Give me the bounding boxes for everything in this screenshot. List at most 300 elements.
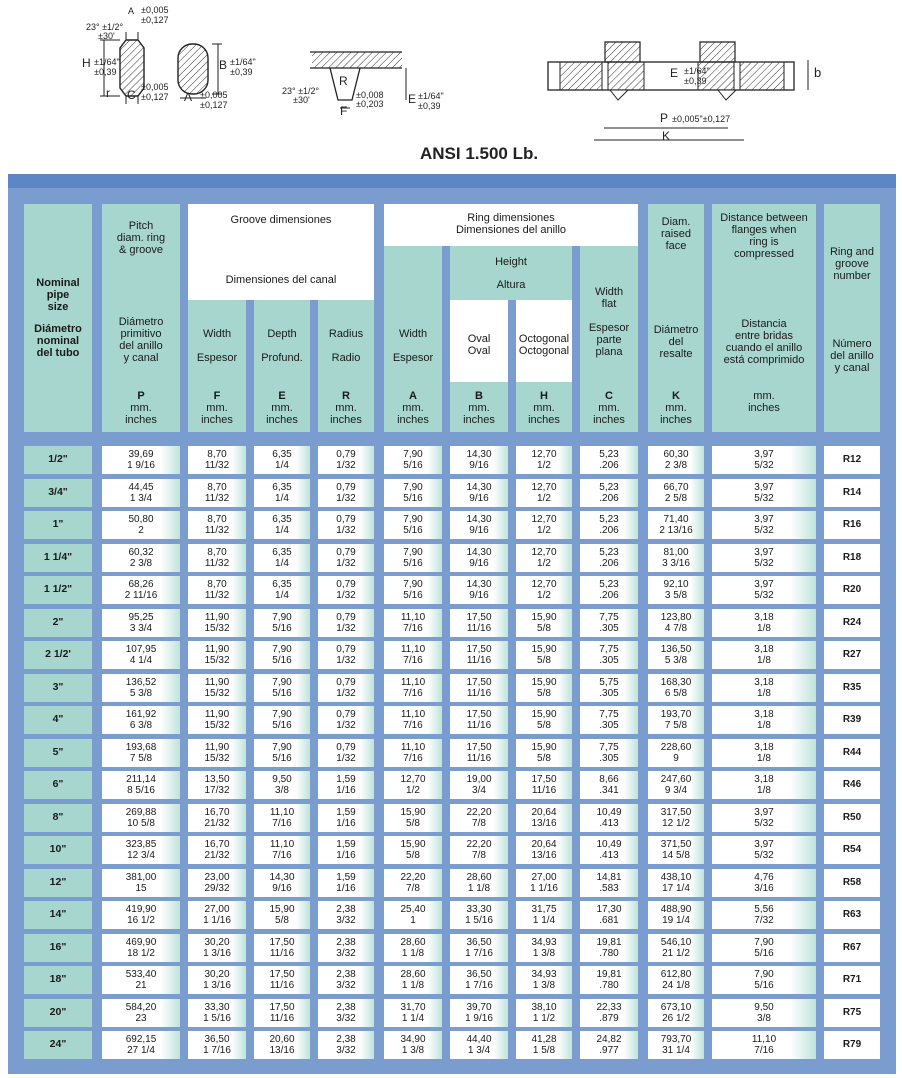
value-mm: 36,50 (466, 936, 492, 948)
row-value (450, 674, 508, 702)
row-value (516, 966, 572, 994)
value-mm: 17,50 (466, 709, 492, 720)
row-value (580, 1031, 638, 1059)
value-inches: .305 (599, 720, 619, 731)
value-inches: 1/32 (336, 460, 356, 471)
value-mm: 9,50 (272, 774, 292, 785)
header-ring-number: Ring and groove number Número del anillo y canal (824, 204, 880, 432)
value-mm: 15,90 (531, 709, 557, 720)
value-mm: 228,60 (660, 741, 692, 753)
row-value (254, 771, 310, 799)
row-value (254, 706, 310, 734)
row-value (384, 966, 442, 994)
value-mm: 7,90 (272, 709, 292, 720)
row-value (580, 479, 638, 507)
row-value (450, 479, 508, 507)
value-mm: 11,90 (204, 644, 230, 655)
value-mm: 12,70 (531, 514, 557, 525)
row-value (580, 966, 638, 994)
row-ring-number: R79 (824, 1031, 880, 1059)
value-inches: 2 3/8 (664, 460, 688, 471)
row-value (450, 544, 508, 572)
value-inches: 7 5/8 (129, 752, 153, 764)
value-inches: 11/32 (204, 525, 230, 536)
row-value (712, 999, 816, 1027)
value-mm: 20,60 (269, 1034, 295, 1045)
value-mm: 11,10 (400, 644, 426, 655)
value-inches: 13/16 (531, 817, 557, 829)
row-value (318, 706, 374, 734)
value-inches: 5/32 (754, 590, 774, 601)
value-mm: 12,70 (531, 449, 557, 460)
value-mm: 5,23 (599, 579, 619, 590)
row-value (102, 641, 180, 669)
value-mm: 269,88 (125, 806, 157, 818)
value-inches: 5/16 (403, 492, 423, 504)
value-mm: 30,20 (204, 969, 230, 980)
row-value (384, 641, 442, 669)
value-inches: 1 1/16 (530, 882, 558, 894)
row-value (102, 511, 180, 539)
value-mm: 7,90 (403, 514, 423, 525)
units-label: R (342, 390, 350, 402)
table-row (24, 706, 880, 734)
value-mm: 12,70 (531, 546, 557, 558)
value-inches: 1 1/4 (401, 1012, 425, 1024)
row-value (516, 609, 572, 637)
value-mm: 1,59 (336, 774, 356, 785)
value-mm: 0,79 (336, 514, 356, 525)
row-value (450, 1031, 508, 1059)
value-mm: 12,70 (531, 579, 557, 590)
value-inches: 2 3/8 (129, 557, 153, 569)
value-mm: 33,30 (204, 1001, 230, 1013)
header-height: Height Altura (450, 246, 572, 300)
value-mm: 14,30 (466, 449, 492, 460)
value-mm: 41,28 (531, 1034, 557, 1045)
units-label: inches (201, 414, 233, 426)
value-mm: 27,00 (531, 871, 557, 883)
header-groove-en: Groove dimensiones (230, 214, 332, 226)
value-inches: 5/16 (272, 720, 292, 731)
table-row (24, 869, 880, 897)
value-inches: .681 (599, 915, 619, 926)
value-mm: 11,90 (204, 611, 230, 623)
row-size: 1 1/4" (24, 544, 92, 572)
value-inches: 1 3/16 (203, 947, 231, 959)
value-inches: 1/8 (757, 687, 771, 699)
row-value (188, 446, 246, 474)
value-inches: 17 1/4 (662, 882, 690, 894)
label-c: C (127, 88, 136, 102)
value-inches: 15/32 (204, 752, 230, 764)
value-mm: 7,90 (403, 481, 423, 493)
header-width-flat: Width flat Espesor parte plana (580, 246, 638, 382)
value-inches: 5/16 (403, 557, 423, 569)
value-mm: 81,00 (663, 546, 689, 558)
value-inches: 1/16 (336, 850, 356, 861)
row-value (384, 934, 442, 962)
value-mm: 3,18 (754, 644, 774, 655)
value-inches: 1/32 (336, 720, 356, 731)
value-mm: 11,10 (751, 1034, 777, 1045)
row-value (254, 836, 310, 864)
header-groove (188, 204, 374, 300)
value-inches: 7/16 (403, 720, 423, 731)
value-mm: 17,50 (466, 741, 492, 753)
row-value (254, 901, 310, 929)
row-value (450, 966, 508, 994)
value-mm: 34,90 (400, 1034, 426, 1045)
value-inches: 9 3/4 (664, 785, 688, 796)
row-value (102, 771, 180, 799)
row-value (318, 966, 374, 994)
value-inches: .206 (599, 492, 619, 504)
row-value (712, 479, 816, 507)
value-inches: 1 5/8 (532, 1045, 556, 1056)
row-value (516, 1031, 572, 1059)
row-ring-number: R46 (824, 771, 880, 799)
table-row (24, 966, 880, 994)
row-value (648, 609, 704, 637)
value-inches: 5/8 (537, 622, 551, 634)
value-mm: 3,97 (754, 839, 774, 850)
row-value (318, 999, 374, 1027)
value-mm: 7,90 (754, 936, 774, 948)
row-value (254, 966, 310, 994)
row-value (516, 869, 572, 897)
row-value (580, 609, 638, 637)
row-value (450, 771, 508, 799)
value-mm: 323,85 (125, 839, 157, 850)
value-mm: 28,60 (400, 969, 426, 980)
value-inches: 5/8 (537, 720, 551, 731)
value-inches: .879 (599, 1012, 619, 1024)
value-mm: 10,49 (596, 839, 622, 850)
header-groove-width: Width Espesor (188, 300, 246, 382)
value-inches: 7/8 (472, 850, 486, 861)
value-inches: 5/16 (272, 752, 292, 764)
row-value (648, 446, 704, 474)
value-inches: 1 1/8 (401, 980, 425, 991)
value-inches: 1/2 (406, 785, 420, 796)
label-angle2: ±30' (98, 31, 115, 41)
value-mm: 19,00 (466, 774, 492, 785)
value-inches: 1 (410, 915, 416, 926)
row-value (580, 576, 638, 604)
value-inches: 7/32 (754, 915, 774, 926)
row-value (188, 1031, 246, 1059)
row-value (648, 511, 704, 539)
value-mm: 0,79 (336, 676, 356, 688)
value-inches: .341 (599, 785, 619, 796)
row-value (188, 739, 246, 767)
header-pitch-es: Diámetro primitivo del anillo y canal (118, 316, 164, 364)
row-value (712, 674, 816, 702)
units-label: mm. (130, 402, 152, 414)
label-a: A (128, 6, 135, 16)
value-mm: 5,56 (754, 904, 774, 915)
row-value (102, 869, 180, 897)
header-ring-width: Width Espesor (384, 246, 442, 382)
value-inches: 27 1/4 (127, 1045, 155, 1056)
row-value (648, 576, 704, 604)
row-value (188, 804, 246, 832)
value-inches: 31 1/4 (662, 1045, 690, 1056)
value-inches: 1/2 (537, 557, 551, 569)
value-mm: 15,90 (531, 644, 557, 655)
value-inches: 11/32 (204, 492, 230, 504)
row-value (648, 674, 704, 702)
value-mm: 3,97 (754, 546, 774, 558)
table-row (24, 576, 880, 604)
table-row (24, 479, 880, 507)
value-mm: 11,90 (204, 741, 230, 753)
row-value (188, 999, 246, 1027)
value-inches: 1/32 (336, 525, 356, 536)
row-size: 18" (24, 966, 92, 994)
value-mm: 19,81 (596, 936, 622, 948)
label-b-tol1: ±1/64" (230, 57, 256, 67)
units-header-5 (450, 382, 508, 432)
value-inches: 5/32 (754, 460, 774, 471)
value-inches: 1/4 (275, 460, 289, 471)
row-value (580, 641, 638, 669)
value-inches: 1/4 (275, 525, 289, 536)
row-size: 16" (24, 934, 92, 962)
value-inches: 1/32 (336, 590, 356, 601)
value-mm: 11,90 (204, 676, 230, 688)
row-value (648, 869, 704, 897)
value-mm: 3,97 (754, 806, 774, 818)
value-inches: 18 1/2 (127, 947, 155, 959)
value-inches: 11/16 (466, 720, 492, 731)
value-inches: 1/8 (757, 720, 771, 731)
units-header-4 (384, 382, 442, 432)
label-h-tol1: ±1/64" (94, 57, 120, 67)
value-mm: 793,70 (660, 1034, 692, 1045)
value-mm: 6,35 (272, 546, 292, 558)
label-angle: 23° ±1/2° (86, 22, 124, 32)
value-mm: 1,59 (336, 839, 356, 850)
units-label: inches (660, 414, 692, 426)
label-flange-e: E (670, 66, 679, 80)
value-mm: 211,14 (126, 774, 156, 785)
row-value (384, 479, 442, 507)
row-value (188, 576, 246, 604)
value-inches: 5/8 (275, 915, 289, 926)
row-value (580, 446, 638, 474)
value-inches: 5/8 (537, 752, 551, 764)
row-value (254, 999, 310, 1027)
row-value (516, 446, 572, 474)
value-inches: 11/16 (466, 687, 492, 699)
units-label: mm. (533, 402, 555, 414)
value-mm: 24,82 (596, 1034, 622, 1045)
label-flange-k: K (662, 129, 671, 143)
row-value (712, 576, 816, 604)
row-value (102, 609, 180, 637)
row-size: 3" (24, 674, 92, 702)
row-value (384, 609, 442, 637)
value-inches: 1/2 (537, 460, 551, 471)
row-value (516, 674, 572, 702)
row-value (102, 479, 180, 507)
row-value (712, 869, 816, 897)
row-value (384, 1031, 442, 1059)
value-inches: 11/32 (204, 590, 230, 601)
row-ring-number: R12 (824, 446, 880, 474)
value-mm: 17,50 (531, 774, 557, 785)
value-mm: 381,00 (125, 871, 157, 883)
value-mm: 3,18 (754, 709, 774, 720)
value-inches: 7/16 (272, 817, 292, 829)
row-size: 2" (24, 609, 92, 637)
value-mm: 0,79 (336, 644, 356, 655)
row-size: 24" (24, 1031, 92, 1059)
value-mm: 0,79 (336, 611, 356, 623)
value-inches: 6 3/8 (129, 720, 153, 731)
label-flange-p: P (660, 111, 669, 125)
table-row (24, 771, 880, 799)
value-mm: 11,10 (400, 709, 426, 720)
value-inches: 1 3/4 (467, 1045, 491, 1056)
value-mm: 5,23 (599, 449, 619, 460)
units-header-8 (648, 382, 704, 432)
units-label: C (605, 390, 613, 402)
value-mm: 0,79 (336, 741, 356, 753)
value-inches: 19 1/4 (662, 915, 690, 926)
value-mm: 612,80 (660, 969, 692, 980)
row-value (516, 999, 572, 1027)
table-row (24, 999, 880, 1027)
row-value (580, 804, 638, 832)
value-mm: 0,79 (336, 546, 356, 558)
value-inches: 1 1/8 (401, 947, 425, 959)
label-tol2: ±0,127 (141, 15, 169, 25)
value-inches: 1/32 (336, 557, 356, 569)
units-label: K (672, 390, 680, 402)
value-inches: 11/16 (466, 622, 492, 634)
value-mm: 0,79 (336, 449, 356, 460)
value-mm: 20,64 (531, 839, 557, 850)
value-inches: 3/32 (336, 1012, 356, 1024)
row-ring-number: R27 (824, 641, 880, 669)
value-mm: 30,20 (204, 936, 230, 948)
row-value (450, 576, 508, 604)
row-value (712, 446, 816, 474)
value-inches: 1/2 (537, 525, 551, 536)
units-label: inches (528, 414, 560, 426)
value-mm: 7,75 (599, 611, 619, 623)
row-value (102, 804, 180, 832)
value-mm: 12,70 (531, 481, 557, 493)
row-ring-number: R20 (824, 576, 880, 604)
value-inches: 1/16 (336, 882, 356, 894)
row-value (450, 869, 508, 897)
row-value (188, 544, 246, 572)
row-ring-number: R35 (824, 674, 880, 702)
value-inches: 16 1/2 (127, 915, 155, 926)
value-inches: 1/8 (757, 655, 771, 666)
value-inches: 3/32 (336, 915, 356, 926)
row-value (450, 804, 508, 832)
value-inches: 2 13/16 (659, 525, 693, 536)
label-tol1: ±0,005 (141, 5, 169, 15)
value-mm: 17,50 (269, 936, 295, 948)
row-value (516, 706, 572, 734)
header-nominal: Nominal pipe size Diámetro nominal del tubo (24, 204, 92, 432)
value-mm: 7,75 (599, 741, 619, 753)
row-value (580, 674, 638, 702)
value-mm: 7,75 (599, 709, 619, 720)
value-inches: 3/16 (754, 882, 774, 894)
value-mm: 33,30 (466, 904, 492, 915)
value-mm: 7,90 (272, 676, 292, 688)
table-row (24, 739, 880, 767)
value-inches: 11/32 (204, 557, 230, 569)
value-inches: 7/16 (403, 655, 423, 666)
value-mm: 8,70 (207, 546, 227, 558)
value-mm: 28,60 (466, 871, 492, 883)
value-mm: 31,70 (400, 1001, 426, 1013)
value-inches: 13/16 (531, 850, 557, 861)
row-value (712, 771, 816, 799)
value-inches: .780 (599, 947, 619, 959)
header-pitch-en: Pitch diam. ring & groove (116, 220, 166, 256)
units-header-3 (318, 382, 374, 432)
row-value (318, 479, 374, 507)
value-inches: 1 3/4 (129, 492, 153, 504)
units-header-6 (516, 382, 572, 432)
value-inches: 3/4 (472, 785, 486, 796)
value-inches: 15/32 (204, 622, 230, 634)
units-label: H (540, 390, 548, 402)
label-f-tol2: ±0,203 (356, 99, 384, 109)
units-label: A (409, 390, 417, 402)
value-mm: 3,97 (754, 514, 774, 525)
row-value (580, 511, 638, 539)
value-mm: 7,90 (272, 644, 292, 655)
table-row (24, 609, 880, 637)
value-inches: 17/32 (204, 785, 230, 796)
row-ring-number: R39 (824, 706, 880, 734)
row-value (712, 739, 816, 767)
value-mm: 3,97 (754, 449, 774, 460)
label-flange-p-tol: ±0,005"±0,127 (672, 114, 731, 124)
value-inches: 12 3/4 (127, 850, 155, 861)
value-mm: 39,70 (466, 1001, 492, 1013)
header-depth: Depth Profund. (254, 300, 310, 382)
value-mm: 66,70 (663, 481, 689, 493)
value-inches: .206 (599, 460, 619, 471)
value-mm: 7,90 (272, 611, 292, 623)
units-label: inches (748, 402, 780, 414)
row-size: 12" (24, 869, 92, 897)
label-h: H (82, 56, 91, 70)
row-value (648, 836, 704, 864)
units-label: mm. (335, 402, 357, 414)
value-mm: 7,90 (403, 546, 423, 558)
value-inches: 2 11/16 (124, 590, 158, 601)
row-size: 8" (24, 804, 92, 832)
value-mm: 25,40 (400, 904, 426, 915)
units-header-7 (580, 382, 638, 432)
value-inches: 7/16 (272, 850, 292, 861)
row-value (648, 999, 704, 1027)
value-mm: 22,20 (400, 871, 426, 883)
value-inches: 9/16 (469, 590, 489, 601)
